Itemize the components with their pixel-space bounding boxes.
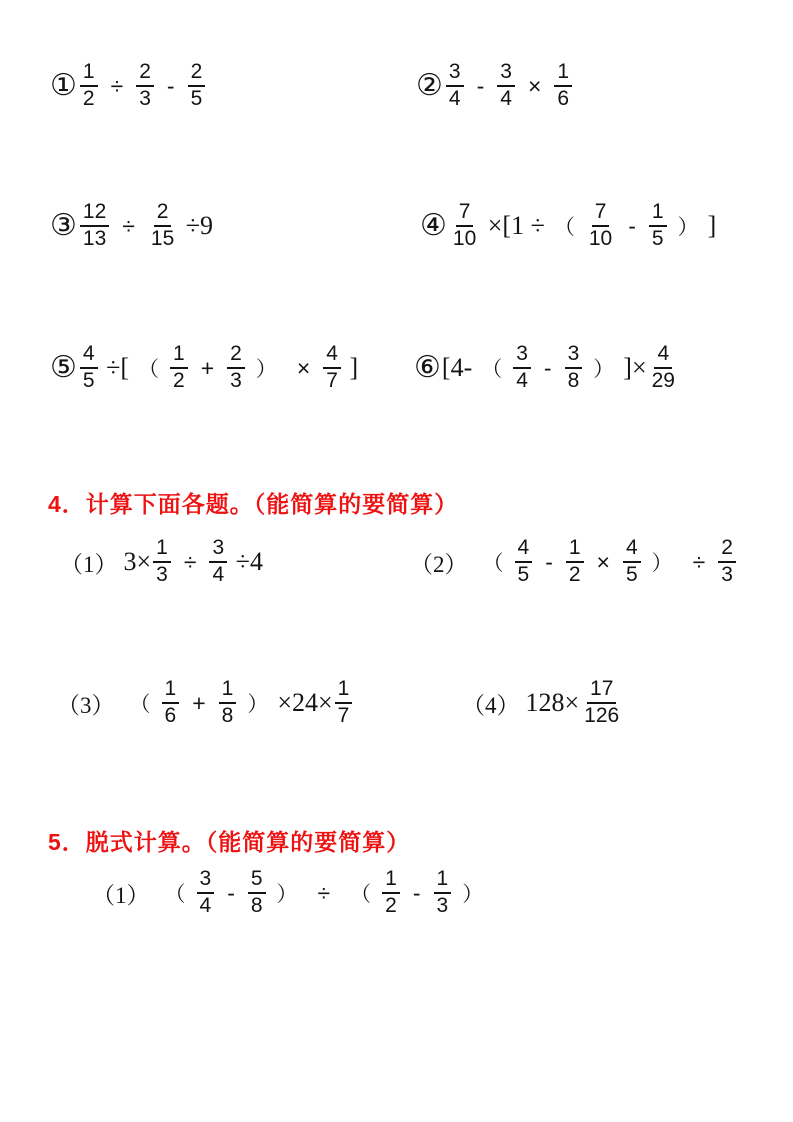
- problem-number: （2）: [410, 551, 468, 577]
- fraction: [80, 342, 98, 394]
- numerator: 3: [446, 60, 464, 87]
- expression-text: ）: [276, 882, 298, 906]
- numerator: 4: [654, 342, 672, 369]
- denominator: 7: [326, 369, 338, 392]
- denominator: 4: [448, 87, 461, 110]
- numerator: 2: [227, 342, 245, 369]
- expression-text: ）: [677, 215, 699, 239]
- fraction: [554, 60, 572, 112]
- numerator: 12: [80, 200, 109, 227]
- fraction: [197, 867, 215, 919]
- expression: [156, 867, 493, 919]
- numerator: 2: [718, 536, 736, 563]
- fraction: [513, 342, 531, 394]
- fraction: [718, 536, 736, 588]
- denominator: 4: [199, 894, 212, 917]
- problem-circle-4: [420, 197, 716, 255]
- operator: ÷: [183, 548, 197, 575]
- numerator: 1: [80, 60, 98, 87]
- problem-circle-1: [50, 57, 207, 115]
- operator: -: [412, 879, 421, 906]
- fraction: [162, 677, 180, 729]
- expression-text: （: [138, 357, 160, 381]
- problem-5-1: [92, 864, 492, 922]
- denominator: 5: [190, 87, 203, 110]
- problem-number: （3）: [57, 692, 115, 718]
- denominator: 8: [567, 369, 580, 392]
- fraction: [170, 342, 188, 394]
- numerator: 3: [197, 867, 215, 894]
- fraction: [219, 677, 237, 729]
- numerator: 4: [515, 536, 533, 563]
- expression-text: （: [350, 882, 372, 906]
- fraction: [586, 200, 615, 252]
- problem-number: ③: [50, 208, 77, 243]
- fraction: [446, 60, 464, 112]
- denominator: 2: [82, 87, 95, 110]
- fraction: [497, 60, 515, 112]
- expression-text: （: [481, 357, 503, 381]
- problem-4-3: [57, 674, 354, 732]
- expression-text: （: [482, 551, 504, 575]
- problem-number: （4）: [462, 692, 520, 718]
- expression-text: ÷[: [99, 353, 130, 382]
- expression-text: ）: [255, 357, 277, 381]
- numerator: 2: [188, 60, 206, 87]
- expression-text: （: [129, 692, 151, 716]
- operator: +: [200, 354, 215, 381]
- expression-text: ]: [707, 211, 717, 240]
- denominator: 4: [212, 563, 225, 586]
- fraction: [209, 536, 227, 588]
- numerator: 3: [565, 342, 583, 369]
- numerator: 1: [566, 536, 584, 563]
- operator: -: [476, 72, 485, 99]
- fraction: [649, 200, 667, 252]
- expression: [526, 677, 625, 729]
- fraction: [623, 536, 641, 588]
- numerator: 7: [456, 200, 474, 227]
- numerator: 1: [162, 677, 180, 704]
- fraction: [565, 342, 583, 394]
- expression-text: 3×: [123, 547, 152, 576]
- denominator: 6: [557, 87, 570, 110]
- fraction: [188, 60, 206, 112]
- numerator: 3: [497, 60, 515, 87]
- denominator: 2: [173, 369, 185, 392]
- denominator: 4: [516, 369, 528, 392]
- numerator: 1: [153, 536, 171, 563]
- denominator: 5: [517, 563, 530, 586]
- numerator: 4: [80, 342, 98, 369]
- expression: [444, 60, 574, 112]
- expression-text: [4-: [441, 353, 473, 382]
- denominator: 4: [500, 87, 512, 110]
- expression: [78, 60, 207, 112]
- fraction: [581, 677, 622, 729]
- operator: ×: [527, 72, 542, 99]
- denominator: 29: [651, 369, 675, 392]
- problem-4-4: [462, 674, 624, 732]
- expression: [78, 200, 213, 252]
- denominator: 2: [568, 563, 581, 586]
- expression: [78, 342, 358, 394]
- section-5-heading: 5．脱式计算。（能简算的要简算）: [48, 829, 411, 855]
- problem-4-1: [60, 533, 263, 591]
- denominator: 5: [625, 563, 638, 586]
- fraction: [248, 867, 266, 919]
- numerator: 1: [382, 867, 400, 894]
- expression-text: （: [164, 882, 186, 906]
- fraction: [649, 342, 678, 394]
- expression-text: ）: [247, 692, 269, 716]
- expression-text: ×24×: [277, 688, 333, 717]
- numerator: 2: [136, 60, 154, 87]
- fraction: [450, 200, 479, 252]
- problem-number: （1）: [60, 551, 118, 577]
- fraction: [566, 536, 584, 588]
- fraction: [323, 342, 341, 394]
- fraction: [153, 536, 171, 588]
- denominator: 2: [385, 894, 397, 917]
- numerator: 3: [209, 536, 227, 563]
- fraction: [515, 536, 533, 588]
- expression: [121, 677, 355, 729]
- numerator: 5: [248, 867, 266, 894]
- denominator: 10: [452, 227, 477, 250]
- expression-text: ÷9: [179, 211, 214, 240]
- numerator: 1: [219, 677, 237, 704]
- operator: ÷: [110, 72, 124, 99]
- expression-text: ）: [593, 357, 615, 381]
- denominator: 3: [230, 369, 242, 392]
- section-4-heading: 4．计算下面各题。（能简算的要简算）: [48, 491, 459, 517]
- fraction: [434, 867, 452, 919]
- denominator: 10: [588, 227, 613, 250]
- denominator: 7: [337, 704, 350, 727]
- problem-number: （1）: [92, 882, 150, 908]
- numerator: 3: [513, 342, 531, 369]
- fraction: [148, 200, 177, 252]
- denominator: 5: [82, 369, 95, 392]
- fraction: [335, 677, 353, 729]
- expression-text: ）: [651, 551, 673, 575]
- expression-text: ]: [342, 353, 359, 382]
- denominator: 3: [721, 563, 733, 586]
- problem-number: ⑥: [414, 350, 441, 385]
- problem-number: ⑤: [50, 350, 77, 385]
- denominator: 3: [156, 563, 168, 586]
- numerator: 1: [335, 677, 353, 704]
- expression-text: 128×: [525, 688, 580, 717]
- expression: [124, 536, 263, 588]
- numerator: 1: [649, 200, 667, 227]
- numerator: 7: [592, 200, 610, 227]
- numerator: 2: [154, 200, 172, 227]
- denominator: 13: [82, 227, 107, 250]
- denominator: 8: [221, 704, 234, 727]
- denominator: 3: [436, 894, 449, 917]
- operator: ÷: [122, 212, 135, 239]
- numerator: 17: [587, 677, 616, 704]
- denominator: 3: [139, 87, 151, 110]
- expression-text: ]×: [623, 353, 647, 382]
- numerator: 1: [554, 60, 572, 87]
- fraction: [80, 60, 98, 112]
- problem-number: ②: [416, 68, 443, 103]
- operator: -: [166, 72, 175, 99]
- numerator: 1: [170, 342, 188, 369]
- problem-circle-3: [50, 197, 213, 255]
- fraction: [136, 60, 154, 112]
- problem-circle-5: [50, 339, 358, 397]
- numerator: 1: [434, 867, 452, 894]
- problem-number: ④: [420, 208, 447, 243]
- denominator: 126: [584, 704, 620, 727]
- expression: [474, 536, 738, 588]
- operator: ×: [296, 354, 311, 381]
- operator: -: [227, 879, 235, 906]
- expression: [442, 342, 680, 394]
- fraction: [382, 867, 400, 919]
- operator: +: [192, 689, 206, 716]
- operator: -: [545, 548, 553, 575]
- problem-4-2: [410, 533, 738, 591]
- denominator: 5: [651, 227, 664, 250]
- fraction: [227, 342, 245, 394]
- expression-text: ×[1 ÷: [481, 211, 545, 240]
- expression-text: ÷4: [229, 547, 263, 576]
- problem-circle-2: [416, 57, 574, 115]
- operator: ÷: [692, 548, 706, 575]
- expression-text: ）: [462, 882, 484, 906]
- expression-text: （: [553, 215, 575, 239]
- denominator: 8: [250, 894, 263, 917]
- numerator: 4: [623, 536, 641, 563]
- numerator: 4: [323, 342, 341, 369]
- problem-circle-6: [414, 339, 680, 397]
- expression: [448, 200, 716, 252]
- denominator: 6: [164, 704, 177, 727]
- problem-number: ①: [50, 68, 77, 103]
- operator: -: [543, 354, 552, 381]
- operator: ÷: [317, 879, 331, 906]
- operator: ×: [596, 548, 610, 575]
- fraction: [80, 200, 109, 252]
- operator: -: [628, 212, 636, 239]
- denominator: 15: [150, 227, 175, 250]
